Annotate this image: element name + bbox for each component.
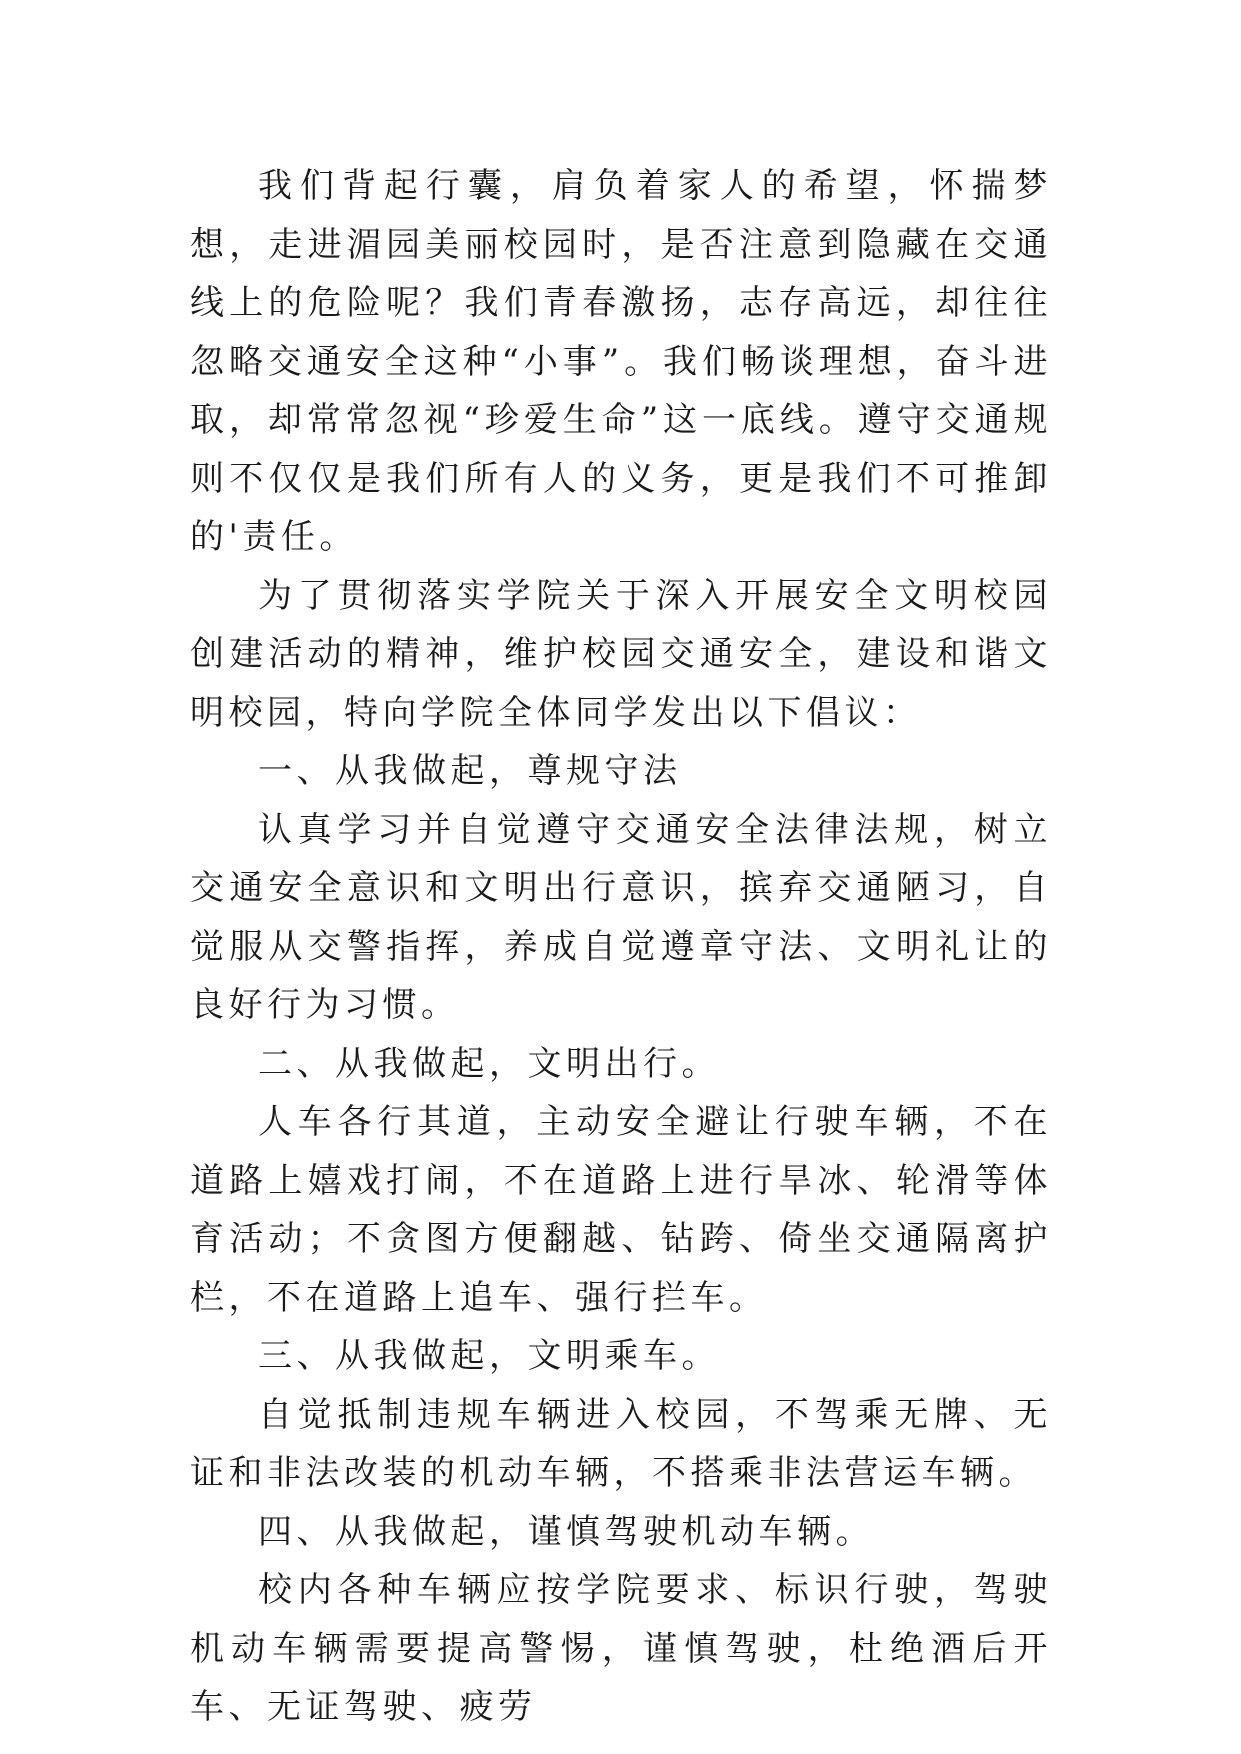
paragraph-item-2: 人车各行其道，主动安全避让行驶车辆，不在道路上嬉戏打闹，不在道路上进行旱冰、轮滑等体育活动；不贪图方便翻越、钻跨、倚坐交通隔离护栏，不在道路上追车、强行拦车。 <box>190 1102 1052 1318</box>
paragraph-proposal: 为了贯彻落实学院关于深入开展安全文明校园创建活动的精神，维护校园交通安全，建设和谐文明校园，特向学院全体同学发出以下倡议： <box>190 575 1052 733</box>
heading-item-1: 一、从我做起，尊规守法 <box>258 751 682 791</box>
document-body <box>190 157 1052 1737</box>
paragraph-item-3: 自觉抵制违规车辆进入校园，不驾乘无牌、无证和非法改装的机动车辆，不搭乘非法营运车辆。 <box>190 1394 1052 1493</box>
paragraph-item-4: 校内各种车辆应按学院要求、标识行驶，驾驶机动车辆需要提高警惕，谨慎驾驶，杜绝酒后开车、无证驾驶、疲劳 <box>190 1570 1052 1727</box>
heading-item-3: 三、从我做起，文明乘车。 <box>258 1336 720 1376</box>
heading-item-4: 四、从我做起，谨慎驾驶机动车辆。 <box>258 1511 874 1552</box>
paragraph-intro: 我们背起行囊，肩负着家人的希望，怀揣梦想，走进湄园美丽校园时，是否注意到隐藏在交通线上的危险呢？我们青春激扬，志存高远，却往往忽略交通安全这种“小事”。我们畅谈理想，奋斗进取，却常常忽视“珍爱生命”这一底线。遵守交通规则不仅仅是我们所有人的义务，更是我们不可推卸的'责任。 <box>190 166 1052 557</box>
heading-item-2: 二、从我做起，文明出行。 <box>258 1043 720 1084</box>
paragraph-item-1: 认真学习并自觉遵守交通安全法律法规，树立交通安全意识和文明出行意识，摈弃交通陋习，自觉服从交警指挥，养成自觉遵章守法、文明礼让的良好行为习惯。 <box>190 809 1052 1025</box>
